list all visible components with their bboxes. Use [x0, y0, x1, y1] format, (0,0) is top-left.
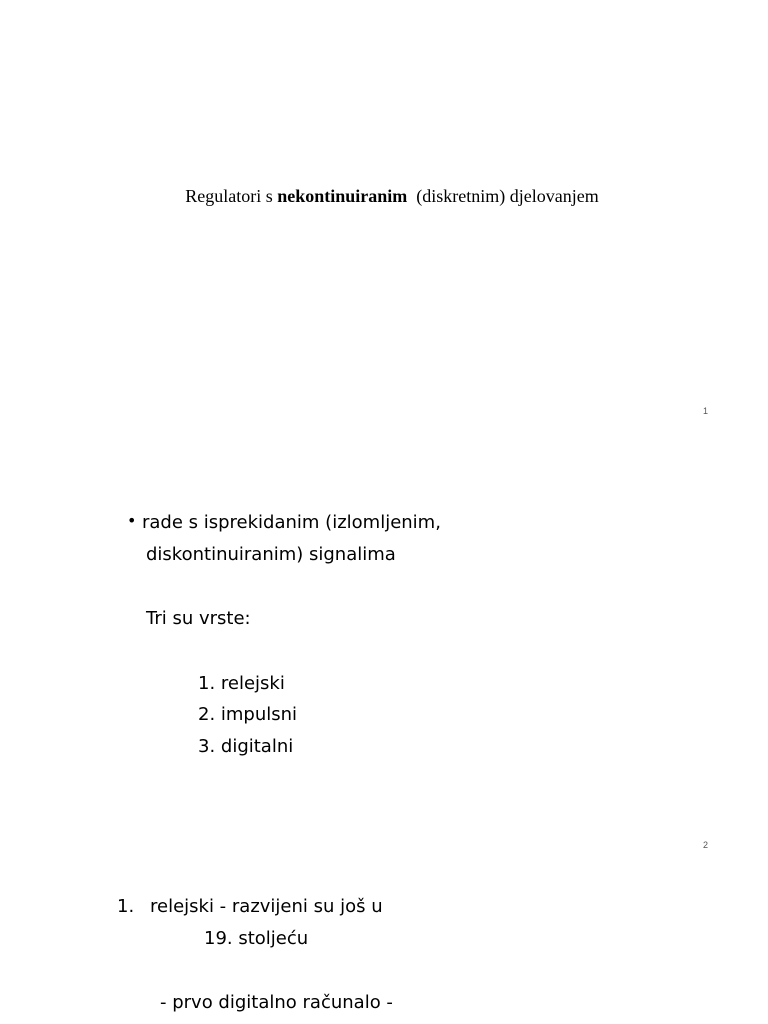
- item-text-line-1: relejski - razvijeni su još u: [150, 896, 383, 917]
- item-number: 1.: [117, 896, 135, 917]
- title-regular-end: (diskretnim) djelovanjem: [407, 186, 599, 206]
- list-item-impulsni: 2. impulsni: [198, 704, 298, 725]
- digital-computer-note: - prvo digitalno računalo -: [160, 992, 393, 1013]
- slide-1-title: [0, 186, 768, 207]
- types-intro: Tri su vrste:: [146, 608, 251, 629]
- title-bold-word: nekontinuiranim: [277, 186, 408, 206]
- bullet-text-line-1: rade s isprekidanim (izlomljenim,: [142, 512, 441, 533]
- title-regular-start: Regulatori s: [185, 186, 278, 206]
- bullet-marker: •: [127, 511, 137, 530]
- page-number-1: 1: [703, 406, 709, 416]
- item-text-line-2: 19. stoljeću: [204, 928, 309, 949]
- list-item-digitalni: 3. digitalni: [198, 736, 294, 757]
- bullet-text-line-2: diskontinuiranim) signalima: [146, 544, 396, 565]
- page-number-2: 2: [703, 840, 709, 850]
- list-item-relejski: 1. relejski: [198, 673, 285, 694]
